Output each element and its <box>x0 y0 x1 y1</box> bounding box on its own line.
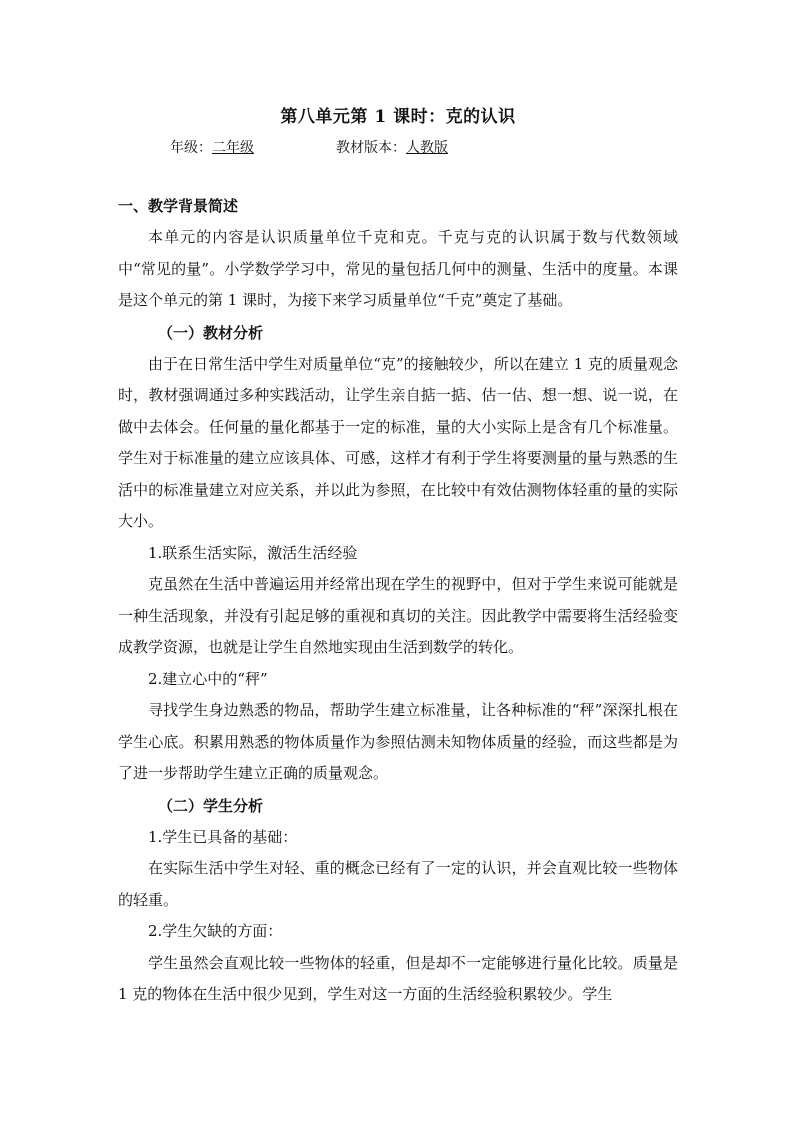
edition-value: 人教版 <box>406 140 448 156</box>
paragraph-unit-intro: 本单元的内容是认识质量单位千克和克。千克与克的认识属于数与代数领域中“常见的量”。小学数学学习中，常见的量包括几何中的测量、生活中的度量。本课是这个单元的第 1 课时，为接下来学习质量单位“千克”奠定了基础。 <box>118 228 678 309</box>
edition-label: 教材版本： <box>336 140 406 156</box>
grade-value: 二年级 <box>212 140 254 156</box>
paragraph-existing-basis: 在实际生活中学生对轻、重的概念已经有了一定的认识，并会直观比较一些物体的轻重。 <box>118 859 678 909</box>
item-title-deficiencies: 2.学生欠缺的方面： <box>148 922 283 940</box>
paragraph-deficiencies: 学生虽然会直观比较一些物体的轻重，但是却不一定能够进行量化比较。质量是 1 克的物体在生活中很少见到，学生对这一方面的生活经验积累较少。学生 <box>118 953 678 1003</box>
document-meta <box>170 134 678 162</box>
paragraph-life-connection: 克虽然在生活中普遍运用并经常出现在学生的视野中，但对于学生来说可能就是一种生活现象，并没有引起足够的重视和真切的关注。因此教学中需要将生活经验变成教学资源，也就是让学生自然地实现由生活到数学的转化。 <box>118 575 678 656</box>
item-title-life-connection: 1.联系生活实际，激活生活经验 <box>148 543 358 562</box>
document-page <box>118 100 678 1011</box>
section-heading-background: 一、教学背景简述 <box>118 197 239 215</box>
paragraph-inner-scale: 寻找学生身边熟悉的物品，帮助学生建立标准量，让各种标准的“秤”深深扎根在学生心底。积累用熟悉的物体质量作为参照估测未知物体质量的经验，而这些都是为了进一步帮助学生建立正确的质量观念。 <box>118 701 678 782</box>
subsection-heading-textbook-analysis: （一）教材分析 <box>158 323 264 342</box>
subsection-heading-student-analysis: （二）学生分析 <box>158 796 264 815</box>
document-title: 第八单元第 1 课时：克的认识 <box>280 107 516 127</box>
item-title-existing-basis: 1.学生已具备的基础： <box>148 827 298 846</box>
paragraph-textbook-analysis: 由于在日常生活中学生对质量单位“克”的接触较少，所以在建立 1 克的质量观念时，教材强调通过多种实践活动，让学生亲自掂一掂、估一估、想一想、说一说，在做中去体会。任何量的量化都基于一定的标准，量的大小实际上是含有几个标准量。学生对于标准量的建立应该具体、可感，这样才有利于学生将要测量的量与熟悉的生活中的标准量建立对应关系，并以此为参照，在比较中有效估测物体轻重的量的实际大小。 <box>118 354 678 530</box>
item-title-inner-scale: 2.建立心中的“秤” <box>148 669 268 688</box>
grade-label: 年级： <box>170 140 212 156</box>
